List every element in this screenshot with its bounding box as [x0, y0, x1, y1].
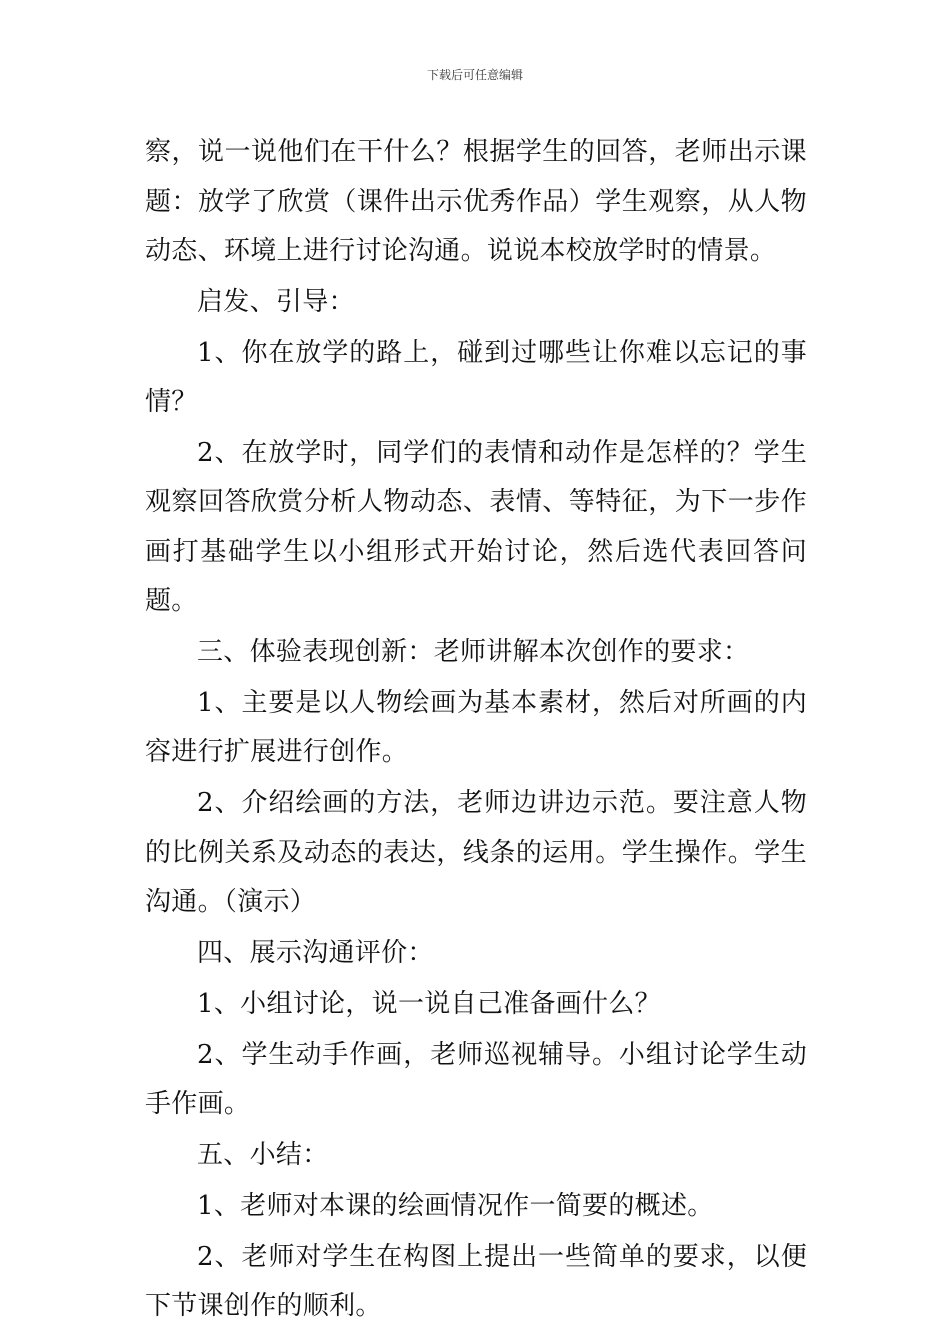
page-header: 下载后可任意编辑	[426, 68, 523, 82]
paragraph-7: 2、介绍绘画的方法，老师边讲边示范。要注意人物的比例关系及动态的表达，线条的运用。学生操作。学生沟通。（演示）	[145, 788, 807, 918]
paragraph-13: 2、老师对学生在构图上提出一些简单的要求，以便下节课创作的顺利。	[145, 1241, 807, 1322]
paragraph-1: 察，说一说他们在干什么？根据学生的回答，老师出示课题：放学了欣赏（课件出示优秀作品）学生观察，从人物动态、环境上进行讨论沟通。说说本校放学时的情景。	[145, 137, 807, 266]
paragraph-8: 四、展示沟通评价：	[197, 938, 434, 969]
document-body	[145, 128, 807, 1333]
paragraph-9: 1、小组讨论，说一说自己准备画什么？	[197, 988, 661, 1019]
paragraph-2: 启发、引导：	[197, 286, 355, 317]
paragraph-11: 五、小结：	[197, 1139, 329, 1170]
paragraph-10: 2、学生动手作画，老师巡视辅导。小组讨论学生动手作画。	[145, 1039, 807, 1120]
paragraph-12: 1、老师对本课的绘画情况作一简要的概述。	[197, 1190, 714, 1221]
paragraph-6: 1、主要是以人物绘画为基本素材，然后对所画的内容进行扩展进行创作。	[145, 687, 807, 768]
paragraph-3: 1、你在放学的路上，碰到过哪些让你难以忘记的事情？	[145, 337, 807, 418]
paragraph-5: 三、体验表现创新：老师讲解本次创作的要求：	[197, 637, 750, 668]
paragraph-4: 2、在放学时，同学们的表情和动作是怎样的？学生观察回答欣赏分析人物动态、表情、等特征，为下一步作画打基础学生以小组形式开始讨论，然后选代表回答问题。	[145, 437, 807, 617]
